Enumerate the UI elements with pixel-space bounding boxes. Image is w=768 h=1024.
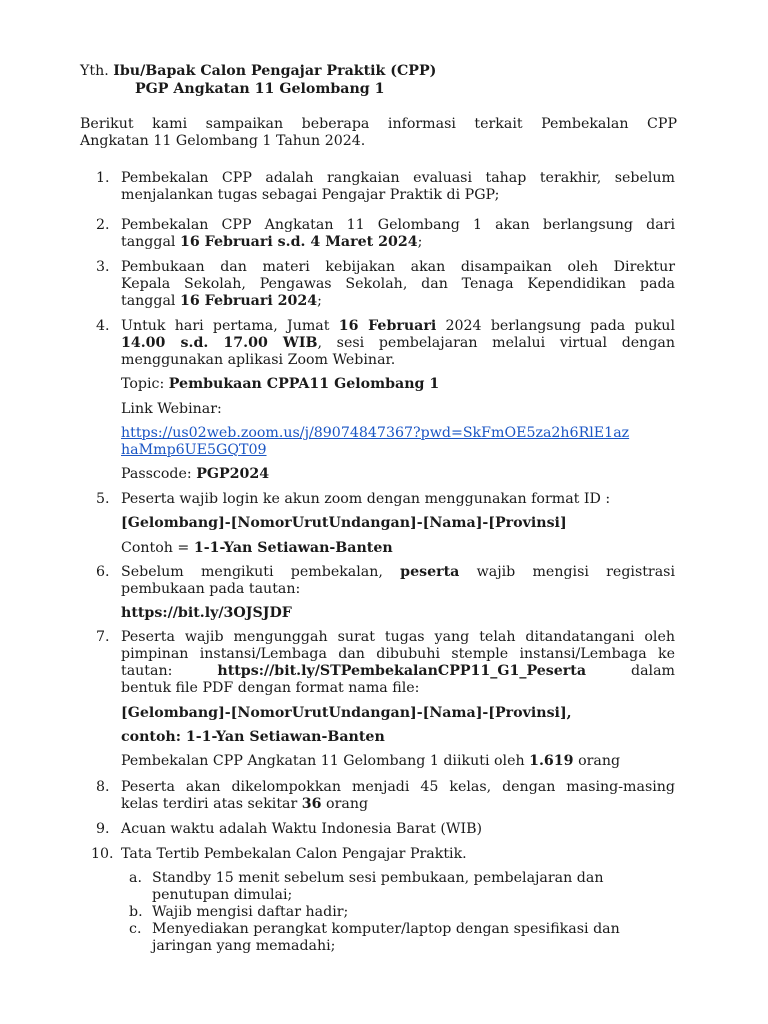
item-5-format-wrap: [121, 515, 567, 532]
participant-count-post: orang: [573, 753, 621, 769]
rule-a-line1: Standby 15 menit sebelum sesi pembukaan, pembelajaran dan: [152, 870, 604, 886]
item-4-line1-post: 2024 berlangsung pada pukul: [436, 318, 675, 334]
item-8-line2-post: orang: [321, 796, 369, 812]
intro-line2: Angkatan 11 Gelombang 1 Tahun 2024.: [80, 133, 366, 149]
item-7-file-format: [Gelombang]-[NomorUrutUndangan]-[Nama]-[Provinsi],: [121, 705, 572, 721]
topic-label: Topic:: [121, 376, 169, 392]
rule-b-label: b.: [129, 904, 143, 920]
webinar-link-line1[interactable]: https://us02web.zoom.us/j/89074847367?pwd=SkFmOE5za2h6RlE1az: [121, 425, 630, 441]
item-4-line1: [121, 318, 675, 335]
participant-count: 1.619: [529, 753, 574, 769]
item-3-line2: Kepala Sekolah, Pengawas Sekolah, dan Tenaga Kependidikan pada: [121, 276, 675, 292]
item-3-line1: Pembukaan dan materi kebijakan akan disampaikan oleh Direktur: [121, 259, 675, 275]
participant-count-line: [121, 753, 620, 770]
item-1-line2: menjalankan tugas sebagai Pengajar Praktik di PGP;: [121, 187, 500, 203]
registration-url[interactable]: https://bit.ly/3OJSJDF: [121, 605, 292, 621]
item-6-text: [121, 564, 675, 598]
rule-c-text: [152, 921, 620, 955]
webinar-link-line2[interactable]: haMmp6UE5GQT09: [121, 442, 267, 458]
item-7-line3: [121, 663, 675, 680]
salutation-yth: Yth.: [80, 63, 109, 79]
item-2-line1: Pembekalan CPP Angkatan 11 Gelombang 1 akan berlangsung dari: [121, 217, 675, 233]
item-7-line4: bentuk file PDF dengan format nama file:: [121, 680, 420, 696]
item-6-line1-post: wajib mengisi registrasi: [459, 564, 675, 580]
item-1-line1: Pembekalan CPP adalah rangkaian evaluasi tahap terakhir, sebelum: [121, 170, 675, 186]
item-5-id-format: [Gelombang]-[NomorUrutUndangan]-[Nama]-[Provinsi]: [121, 515, 567, 531]
upload-url[interactable]: https://bit.ly/STPembekalanCPP11_G1_Peserta: [217, 663, 587, 679]
rule-c-line1: Menyediakan perangkat komputer/laptop dengan spesifikasi dan: [152, 921, 620, 937]
participant-count-pre: Pembekalan CPP Angkatan 11 Gelombang 1 diikuti oleh: [121, 753, 530, 769]
item-6-number: 6.: [96, 564, 110, 580]
item-5-example: [121, 540, 393, 557]
item-9-number: 9.: [96, 821, 110, 837]
item-2-text: [121, 217, 675, 251]
item-2-line2-post: ;: [417, 234, 423, 250]
item-5-example-label: Contoh =: [121, 540, 194, 556]
item-7-example-wrap: [121, 729, 385, 746]
item-3-line3: [121, 293, 675, 310]
item-6-line1-pre: Sebelum mengikuti pembekalan,: [121, 564, 401, 580]
item-2-line2: [121, 234, 675, 251]
item-3-number: 3.: [96, 259, 110, 275]
item-8-line1: Peserta akan dikelompokkan menjadi 45 kelas, dengan masing-masing: [121, 779, 675, 795]
item-5-example-value: 1-1-Yan Setiawan-Banten: [193, 540, 393, 556]
item-3-line3-pre: tanggal: [121, 293, 180, 309]
item-4-text: [121, 318, 675, 369]
item-4-line1-pre: Untuk hari pertama, Jumat: [121, 318, 339, 334]
item-2-dates: 16 Februari s.d. 4 Maret 2024: [179, 234, 418, 250]
item-6-line2: pembukaan pada tautan:: [121, 581, 301, 597]
rule-a-text: [152, 870, 603, 904]
rule-b-line1: Wajib mengisi daftar hadir;: [152, 904, 349, 920]
item-4-time: 14.00 s.d. 17.00 WIB: [121, 335, 318, 351]
passcode-label: Passcode:: [121, 466, 197, 482]
link-webinar-label: Link Webinar:: [121, 401, 222, 417]
item-9-line1: Acuan waktu adalah Waktu Indonesia Barat (WIB): [121, 821, 483, 837]
item-4-date: 16 Februari: [338, 318, 437, 334]
item-6-peserta: peserta: [400, 564, 460, 580]
item-7-format-wrap: [121, 705, 572, 722]
item-7-line2: pimpinan instansi/Lembaga dan dibubuhi stemple instansi/Lembaga ke: [121, 646, 675, 662]
item-7-line3-pre: tautan:: [121, 663, 173, 679]
webinar-link[interactable]: [121, 425, 629, 459]
item-2-line2-pre: tanggal: [121, 234, 180, 250]
item-10-number: 10.: [91, 846, 114, 862]
item-4-line2: [121, 335, 675, 352]
item-7-text: [121, 629, 675, 697]
item-1-number: 1.: [96, 170, 110, 186]
class-size: 36: [301, 796, 322, 812]
item-8-text: [121, 779, 675, 813]
item-3-date: 16 Februari 2024: [179, 293, 318, 309]
recipient-line2-wrap: [135, 81, 385, 98]
item-8-line2-pre: kelas terdiri atas sekitar: [121, 796, 302, 812]
item-7-line3-post: dalam: [631, 663, 676, 679]
item-7-number: 7.: [96, 629, 110, 645]
item-3-line3-post: ;: [317, 293, 322, 309]
item-8-number: 8.: [96, 779, 110, 795]
item-1-text: [121, 170, 675, 204]
item-7-example: contoh: 1-1-Yan Setiawan-Banten: [121, 729, 385, 745]
topic-line: [121, 376, 439, 393]
item-8-line2: [121, 796, 675, 813]
salutation: [80, 63, 436, 80]
recipient-line1: Ibu/Bapak Calon Pengajar Praktik (CPP): [113, 63, 437, 79]
item-6-line1: [121, 564, 675, 581]
recipient-line2: PGP Angkatan 11 Gelombang 1: [135, 81, 385, 97]
item-4-line2-post: , sesi pembelajaran melalui virtual dengan: [317, 335, 675, 351]
passcode-value: PGP2024: [196, 466, 270, 482]
rule-a-label: a.: [129, 870, 142, 886]
registration-url-wrap[interactable]: [121, 605, 292, 622]
intro-paragraph: [80, 116, 677, 150]
rule-c-label: c.: [129, 921, 142, 937]
item-7-line1: Peserta wajib mengunggah surat tugas yang telah ditandatangani oleh: [121, 629, 675, 645]
rule-c-line2: jaringan yang memadahi;: [152, 938, 336, 954]
item-5-line1: Peserta wajib login ke akun zoom dengan menggunakan format ID :: [121, 491, 611, 507]
rule-a-line2: penutupan dimulai;: [152, 887, 293, 903]
intro-line1: Berikut kami sampaikan beberapa informasi terkait Pembekalan CPP: [80, 116, 677, 132]
topic-value: Pembukaan CPPA11 Gelombang 1: [168, 376, 440, 392]
passcode-line: [121, 466, 269, 483]
item-2-number: 2.: [96, 217, 110, 233]
item-5-number: 5.: [96, 491, 110, 507]
item-3-text: [121, 259, 675, 310]
item-4-line3: menggunakan aplikasi Zoom Webinar.: [121, 352, 396, 368]
item-10-line1: Tata Tertib Pembekalan Calon Pengajar Praktik.: [121, 846, 467, 862]
item-4-number: 4.: [96, 318, 110, 334]
